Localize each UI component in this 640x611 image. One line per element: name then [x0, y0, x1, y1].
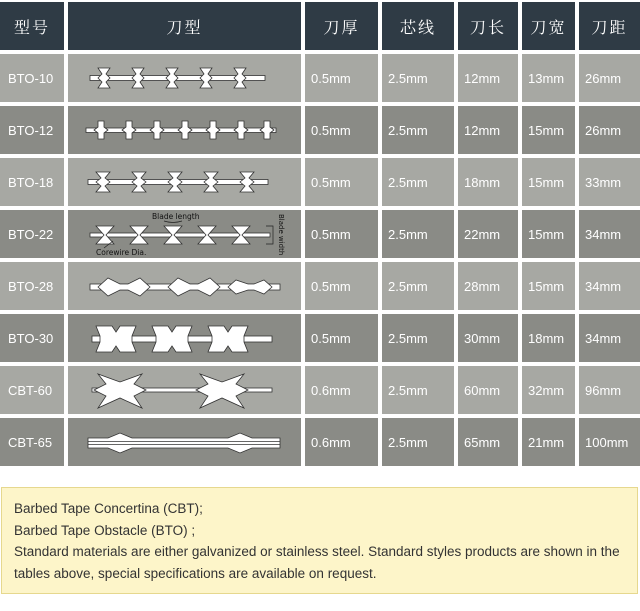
thickness-cell: 0.5mm: [305, 210, 378, 258]
length-cell: 28mm: [458, 262, 518, 310]
table-row: [0, 314, 640, 362]
bto-30-blade-icon: [68, 314, 301, 362]
core-wire-cell: 2.5mm: [382, 366, 454, 414]
core-wire-cell: 2.5mm: [382, 54, 454, 102]
header-core-wire: 芯线: [382, 2, 454, 50]
spacing-cell: 96mm: [579, 366, 640, 414]
blade-cell: [68, 54, 301, 102]
blade-cell: [68, 106, 301, 154]
header-spacing: 刀距: [579, 2, 640, 50]
blade-cell: [68, 314, 301, 362]
blade-width-label: Blade width: [277, 214, 285, 256]
thickness-cell: 0.5mm: [305, 314, 378, 362]
model-cell: CBT-65: [0, 418, 64, 466]
core-wire-cell: 2.5mm: [382, 418, 454, 466]
length-cell: 12mm: [458, 54, 518, 102]
thickness-cell: 0.5mm: [305, 106, 378, 154]
length-cell: 18mm: [458, 158, 518, 206]
note-materials: Standard materials are either galvanized or stainless steel. Standard styles products are shown in the tables above, special specifications are available on request.: [14, 544, 620, 581]
thickness-cell: 0.6mm: [305, 366, 378, 414]
core-wire-cell: 2.5mm: [382, 158, 454, 206]
width-cell: 18mm: [522, 314, 575, 362]
width-cell: 15mm: [522, 106, 575, 154]
thickness-cell: 0.6mm: [305, 418, 378, 466]
spacing-cell: 26mm: [579, 106, 640, 154]
blade-cell: [68, 418, 301, 466]
table-row: [0, 158, 640, 206]
bto-18-blade-icon: [68, 158, 301, 206]
model-cell: BTO-12: [0, 106, 64, 154]
width-cell: 21mm: [522, 418, 575, 466]
spacing-cell: 100mm: [579, 418, 640, 466]
blade-cell: [68, 158, 301, 206]
blade-cell: [68, 366, 301, 414]
blade-cell: [68, 262, 301, 310]
width-cell: 15mm: [522, 158, 575, 206]
width-cell: 32mm: [522, 366, 575, 414]
blade-length-label: Blade length: [152, 212, 200, 221]
model-cell: BTO-22: [0, 210, 64, 258]
note-cbt: Barbed Tape Concertina (CBT);: [14, 501, 203, 516]
bto-12-blade-icon: [68, 106, 301, 154]
core-wire-cell: 2.5mm: [382, 210, 454, 258]
header-thickness: 刀厚: [305, 2, 378, 50]
model-cell: BTO-28: [0, 262, 64, 310]
header-width: 刀宽: [522, 2, 575, 50]
cbt-60-blade-icon: [68, 366, 301, 414]
core-wire-cell: 2.5mm: [382, 262, 454, 310]
spacing-cell: 34mm: [579, 262, 640, 310]
table-row: [0, 418, 640, 466]
core-wire-cell: 2.5mm: [382, 106, 454, 154]
model-cell: BTO-10: [0, 54, 64, 102]
spacing-cell: 33mm: [579, 158, 640, 206]
model-cell: CBT-60: [0, 366, 64, 414]
note-bto: Barbed Tape Obstacle (BTO) ;: [14, 522, 196, 538]
thickness-cell: 0.5mm: [305, 158, 378, 206]
thickness-cell: 0.5mm: [305, 54, 378, 102]
length-cell: 60mm: [458, 366, 518, 414]
model-cell: BTO-18: [0, 158, 64, 206]
bto-22-blade-icon: [68, 210, 301, 258]
header-model: 型号: [0, 2, 64, 50]
thickness-cell: 0.5mm: [305, 262, 378, 310]
spacing-cell: 34mm: [579, 314, 640, 362]
cbt-65-blade-icon: [68, 418, 301, 466]
length-cell: 22mm: [458, 210, 518, 258]
bto-28-blade-icon: [68, 262, 301, 310]
header-length: 刀长: [458, 2, 518, 50]
core-wire-cell: 2.5mm: [382, 314, 454, 362]
model-cell: BTO-30: [0, 314, 64, 362]
corewire-dia-label: Corewire Dia.: [96, 248, 147, 257]
table-row: [0, 106, 640, 154]
length-cell: 12mm: [458, 106, 518, 154]
spacing-cell: 26mm: [579, 54, 640, 102]
table-header-row: [0, 2, 640, 50]
notes-box: [1, 487, 638, 594]
blade-cell: [68, 210, 301, 258]
length-cell: 30mm: [458, 314, 518, 362]
bto-10-blade-icon: [68, 54, 301, 102]
spacing-cell: 34mm: [579, 210, 640, 258]
header-blade-type: 刀型: [68, 2, 301, 50]
table-row: [0, 54, 640, 102]
length-cell: 65mm: [458, 418, 518, 466]
table-row: [0, 210, 640, 258]
width-cell: 15mm: [522, 210, 575, 258]
width-cell: 15mm: [522, 262, 575, 310]
table-row: [0, 366, 640, 414]
width-cell: 13mm: [522, 54, 575, 102]
table-row: [0, 262, 640, 310]
